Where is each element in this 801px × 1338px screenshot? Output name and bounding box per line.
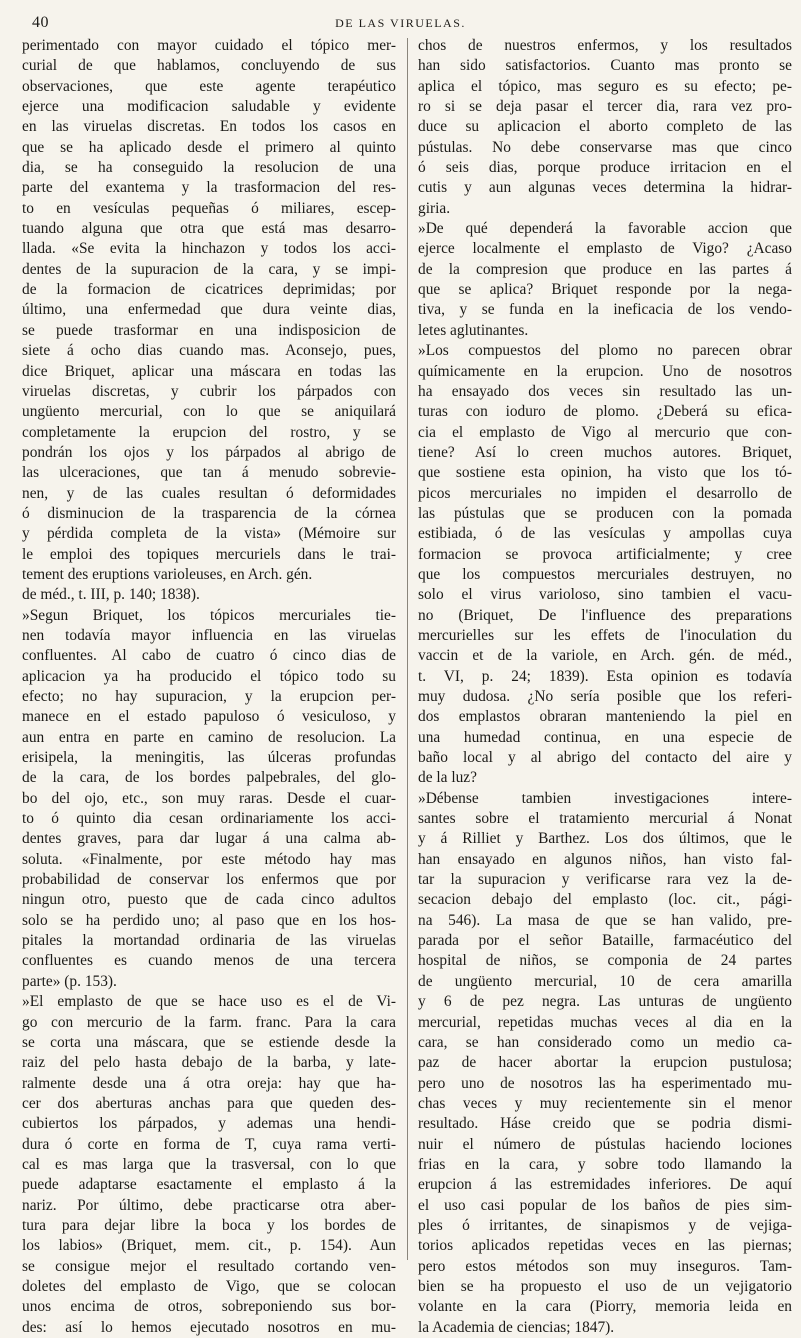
text-line: ó disminucion de la trasparencia de la córnea — [22, 504, 396, 522]
text-line: chos de nuestros enfermos, y los resultados — [418, 37, 792, 54]
text-line: las ulceraciones, que tan á menudo sobrevie- — [22, 464, 396, 482]
text-line: efecto; no hay supuracion, y la erupcion per- — [22, 688, 396, 705]
text-line: que se aplica? Briquet responde por la nega- — [418, 281, 792, 299]
text-line: doletes del emplasto de Vigo, que se colocan — [22, 1277, 396, 1295]
text-line: la Academia de ciencias; 1847). — [418, 1318, 615, 1336]
text-line: confluentes. Al cabo de cuatro ó cinco dias de — [22, 647, 396, 665]
text-line: »Los compuestos del plomo no parecen obrar — [418, 342, 792, 360]
text-line: to en vesículas pequeñas ó miliares, escep- — [22, 199, 396, 217]
text-line: que se ha aplicado desde el primero al quinto — [22, 138, 396, 156]
text-line: nuir el número de pústulas haciendo lociones — [418, 1135, 792, 1153]
text-line: observaciones, que este agente terapéutico — [22, 77, 396, 95]
text-line: chas veces y muy recientemente sin el menor — [418, 1094, 792, 1112]
text-line: »El emplasto de que se hace uso es el de Vi- — [22, 993, 396, 1011]
text-line: dos emplastos obraran manteniendo la piel en — [418, 708, 792, 726]
text-line: ejerce localmente el emplasto de Vigo? ¿Acaso — [418, 240, 792, 258]
text-line: ha ensayado dos veces sin resultado las un- — [418, 382, 792, 400]
text-line: dia, se ha conseguido la resolucion de una — [22, 159, 396, 177]
text-line: estibiada, ó de las vesículas y ampollas cuya — [418, 525, 792, 543]
text-line: cal es mas larga que la trasversal, con lo que — [22, 1155, 396, 1173]
text-line: pústulas. No debe conservarse mas que cinco — [418, 138, 792, 156]
text-line: dentes de la supuracion de la cara, y se impi- — [22, 260, 396, 278]
text-line: han ensayado en algunos niños, han visto fal- — [418, 850, 792, 868]
text-line: ó seis dias, porque produce irritacion en el — [418, 159, 792, 177]
text-line: dice Briquet, aplicar una máscara en todas las — [22, 362, 396, 380]
text-line: químicamente en la erupcion. Uno de nosotros — [418, 362, 792, 380]
left-column — [22, 36, 396, 1338]
text-line: to ó quinto dia cesan ordinariamente los acci- — [22, 810, 396, 828]
text-line: curial de que hablamos, concluyendo de sus — [22, 57, 396, 75]
text-line: soluta. «Finalmente, por este método hay mas — [22, 850, 396, 868]
text-line: vaccin et de la variole, en Arch. gén. de méd., — [418, 647, 792, 665]
text-line: último, una enfermedad que dura veinte dias, — [22, 301, 396, 319]
text-line: tiene? Así lo creen muchos autores. Briquet, — [418, 443, 792, 461]
text-line: y pérdida completa de la vista» (Mémoire sur — [22, 525, 396, 543]
text-line: erupcion á las estremidades inferiores. De aquí — [418, 1176, 792, 1194]
text-line: torios aplicados repetidas veces en las piernas; — [418, 1237, 792, 1255]
text-line: santes sobre el tratamiento mercurial á Nonat — [418, 810, 792, 828]
text-line: ro si se deja pasar el tercer dia, rara vez pro- — [418, 98, 792, 116]
text-line: pondrán los ojos y los párpados al abrigo de — [22, 443, 396, 461]
text-line: aun entra en parte en camino de resolucion. La — [22, 728, 396, 746]
text-line: bo del ojo, etc., son muy raras. Desde el cuar- — [22, 789, 396, 807]
text-line: nariz. Por último, debe practicarse otra aber- — [22, 1196, 396, 1214]
text-line: tiva, y se funda en la ineficacia de los vendo- — [418, 301, 792, 319]
right-column — [418, 36, 792, 1338]
page-header — [32, 12, 769, 34]
text-line: nen, y de las cuales resultan ó deformidades — [22, 484, 396, 502]
text-line: cer dos aberturas anchas para que queden des- — [22, 1094, 396, 1112]
text-line: pitales la mortandad ordinaria de las viruelas — [22, 932, 396, 950]
text-line: cutis y aun algunas veces determina la hidrar- — [418, 179, 792, 197]
text-line: que sostiene esta opinion, ha visto que los tó- — [418, 464, 792, 482]
text-line: des: así lo hemos ejecutado nosotros en mu- — [22, 1318, 396, 1336]
text-line: de méd., t. III, p. 140; 1838). — [22, 586, 200, 604]
text-line: raiz del pelo hasta debajo de la barba, y late- — [22, 1054, 396, 1072]
text-line: ningun otro, puesto que de cada cinco adultos — [22, 891, 396, 909]
text-line: giria. — [418, 199, 451, 217]
text-line: puede adaptarse esactamente el emplasto á la — [22, 1176, 396, 1194]
text-line: se corta una máscara, que se estiende desde la — [22, 1033, 396, 1051]
text-line: mercurial, repetidas muchas veces al dia en la — [418, 1013, 792, 1031]
text-line: solo se ha perdido uno; al paso que en los hos- — [22, 911, 396, 929]
text-line: que los compuestos mercuriales destruyen, no — [418, 565, 792, 583]
text-line: los labios» (Briquet, mem. cit., p. 154). Aun — [22, 1237, 396, 1255]
text-line: llada. «Se evita la hinchazon y todos los acci- — [22, 240, 396, 258]
text-line: tura para dejar libre la boca y los bordes de — [22, 1216, 396, 1234]
text-line: confluentes es cuando menos de una tercera — [22, 952, 396, 970]
text-line: completamente la erupcion del rostro, y se — [22, 423, 396, 441]
text-line: tuando alguna que otra que está mas desarro- — [22, 220, 396, 238]
text-line: dura ó corte en forma de T, cuya rama verti- — [22, 1135, 396, 1153]
text-line: »Débense tambien investigaciones intere- — [418, 789, 792, 807]
text-line: baño local y al abrigo del contacto del aire y — [418, 749, 792, 767]
text-line: cubiertos los párpados, y ademas una hendi- — [22, 1115, 396, 1133]
text-line: duce su aplicacion el aborto completo de las — [418, 118, 792, 136]
text-line: tar la supuracion y verificarse rara vez la de- — [418, 871, 792, 889]
text-line: volante en la cara (Piorry, memoria leida en — [418, 1298, 792, 1316]
text-line: le emploi des topiques mercuriels dans le trai- — [22, 545, 396, 563]
text-line: y 6 de pez negra. Las unturas de ungüento — [418, 993, 792, 1011]
text-line: parte» (p. 153). — [22, 972, 117, 990]
text-line: ralmente desde una á otra oreja: hay que ha- — [22, 1074, 396, 1092]
text-line: »Segun Briquet, los tópicos mercuriales tie- — [22, 606, 396, 624]
text-line: ples ó irritantes, de sinapismos y de vejiga- — [418, 1216, 792, 1234]
text-line: y á Rilliet y Barthez. Los dos últimos, que le — [418, 830, 792, 848]
text-line: na 546). La masa de que se han valido, pre- — [418, 911, 792, 929]
text-line: de la formacion de cicatrices deprimidas; por — [22, 281, 396, 299]
text-line: resultado. Háse creido que se podria dismi- — [418, 1115, 792, 1133]
text-line: ungüento mercurial, con lo que se aniquilará — [22, 403, 396, 421]
text-line: manece en el estado papuloso ó vesiculoso, y — [22, 708, 396, 726]
text-line: cara, se han considerado como un medio ca- — [418, 1033, 792, 1051]
text-line: »De qué dependerá la favorable accion que — [418, 220, 792, 238]
text-line: hospital de niños, se componia de 24 partes — [418, 952, 792, 970]
text-line: mercurielles sur les effets de l'inoculation du — [418, 626, 792, 644]
text-line: t. VI, p. 24; 1839). Esta opinion es todavía — [418, 667, 792, 685]
text-line: nen todavía mayor influencia en las viruelas — [22, 626, 396, 644]
running-title: DE LAS VIRUELAS. — [335, 16, 466, 30]
text-line: formacion se provoca artificialmente; y cree — [418, 545, 792, 563]
text-line: se consigue mejor el resultado cortando ven- — [22, 1257, 396, 1275]
text-line: viruelas discretas, y cubrir los párpados con — [22, 382, 396, 400]
page-number: 40 — [32, 14, 49, 31]
column-divider — [407, 38, 408, 1260]
text-line: parte del exantema y la trasformacion del res- — [22, 179, 396, 197]
text-line: solo el virus varioloso, sino tambien el vacu- — [418, 586, 792, 604]
text-line: de la compresion que produce en las partes á — [418, 260, 792, 278]
text-line: bien se ha propuesto el uso de un vejigatorio — [418, 1277, 792, 1295]
text-line: de la luz? — [418, 769, 477, 787]
text-line: frias en la cara, y sobre todo llamando la — [418, 1155, 792, 1173]
text-line: perimentado con mayor cuidado el tópico mer- — [22, 37, 396, 54]
text-line: ejerce una modificacion saludable y evidente — [22, 98, 396, 116]
text-line: tement des eruptions varioleuses, en Arch. gén. — [22, 565, 313, 583]
text-line: turas con ioduro de plomo. ¿Deberá su efica- — [418, 403, 792, 421]
text-line: unos encima de otros, sobreponiendo sus bor- — [22, 1298, 396, 1316]
text-line: de ungüento mercurial, 10 de cera amarilla — [418, 972, 792, 990]
text-line: dentes graves, para dar lugar á una calma ab- — [22, 830, 396, 848]
text-line: las pústulas que se producen con la pomada — [418, 504, 792, 522]
text-line: una humedad continua, en una especie de — [418, 728, 792, 746]
text-line: erisipela, la meningitis, las úlceras profundas — [22, 749, 396, 767]
text-line: muy dudosa. ¿No sería posible que los referi- — [418, 688, 792, 705]
text-line: aplica el tópico, mas seguro es su efecto; pe- — [418, 77, 792, 95]
text-line: han sido satisfactorios. Cuanto mas pronto se — [418, 57, 792, 75]
text-line: cia el emplasto de Vigo al mercurio que con- — [418, 423, 792, 441]
text-line: de la cara, de los bordes palpebrales, del glo- — [22, 769, 396, 787]
text-line: secacion debajo del emplasto (loc. cit., pági- — [418, 891, 792, 909]
text-line: aplicacion ya ha producido el tópico todo su — [22, 667, 396, 685]
text-line: se puede trasformar en una indisposicion de — [22, 321, 396, 339]
text-line: parada por el señor Bataille, farmacéutico del — [418, 932, 792, 950]
text-line: el uso casi popular de los baños de pies sim- — [418, 1196, 792, 1214]
text-line: en las viruelas discretas. En todos los casos en — [22, 118, 396, 136]
text-line: pero estos métodos son muy inseguros. Tam- — [418, 1257, 792, 1275]
text-line: paz de hacer abortar la erupcion pustulosa; — [418, 1054, 792, 1072]
text-line: pero uno de nosotros las ha esperimentado mu- — [418, 1074, 792, 1092]
text-line: no (Briquet, De l'influence des preparations — [418, 606, 792, 624]
text-line: letes aglutinantes. — [418, 321, 529, 339]
text-line: picos mercuriales no impiden el desarrollo de — [418, 484, 792, 502]
text-line: go con mercurio de la farm. franc. Para la cara — [22, 1013, 396, 1031]
text-line: siete á ocho dias cuando mas. Aconsejo, pues, — [22, 342, 396, 360]
text-line: probabilidad de conservar los enfermos que por — [22, 871, 396, 889]
